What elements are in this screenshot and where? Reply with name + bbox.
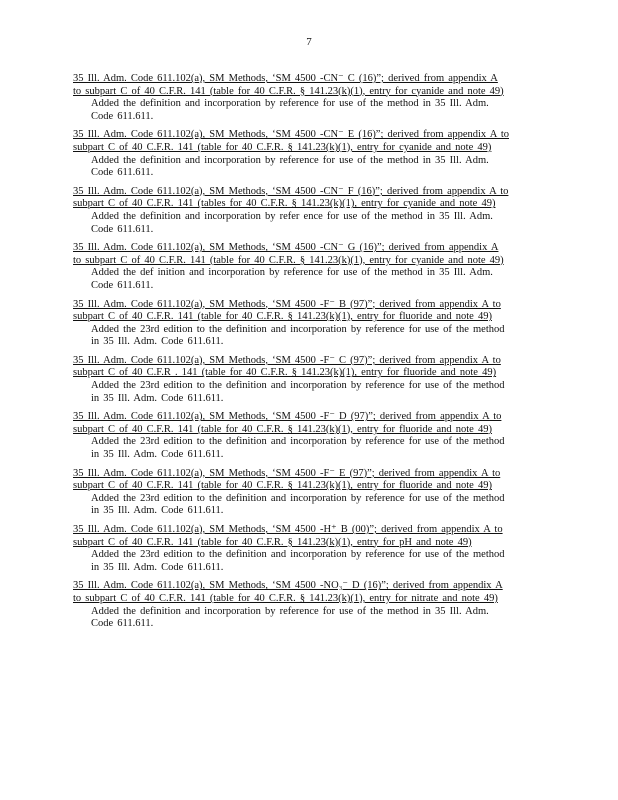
page-number: 7 — [306, 36, 312, 48]
entry-ph-b — [73, 524, 543, 574]
entry-citation-line: 35 Ill. Adm. Code 611.102(a), SM Methods, ‘SM 4500 -F⁻ C (97)”; derived from appendix A to — [73, 354, 501, 366]
entry-citation-line: 35 Ill. Adm. Code 611.102(a), SM Methods, ‘SM 4500 -CN⁻ E (16)”; derived from appendix A to — [73, 129, 509, 141]
entry-citation-line: 35 Ill. Adm. Code 611.102(a), SM Methods, ‘SM 4500 -H⁺ B (00)”; derived from appendix A to — [73, 524, 503, 535]
entry-citation-line: 35 Ill. Adm. Code 611.102(a), SM Methods, ‘SM 4500 -CN⁻ C (16)”; derived from appendix A — [73, 73, 498, 84]
entry-citation-line: subpart C of 40 C.F.R . 141 (table for 40 C.F.R. § 141.23(k)(1), entry for fluoride and note 49) — [73, 367, 497, 379]
entry-description-line: Code 611.611. — [91, 223, 154, 235]
entry-description-line: Code 611.611. — [91, 167, 154, 179]
entry-fluoride-e — [73, 468, 543, 518]
entry-description-line: Added the 23rd edition to the definition and incorporation by reference for use of the method — [91, 380, 505, 392]
entry-citation-line: to subpart C of 40 C.F.R. 141 (table for 40 C.F.R. § 141.23(k)(1), entry for nitrate and note 49) — [73, 592, 498, 604]
entry-description-line: Added the definition and incorporation by reference for use of the method in 35 Ill. Adm. — [91, 98, 489, 110]
entry-citation-line: subpart C of 40 C.F.R. 141 (table for 40 C.F.R. § 141.23(k)(1), entry for fluoride and note 49) — [73, 480, 492, 492]
entry-citation-line: 35 Ill. Adm. Code 611.102(a), SM Methods, ‘SM 4500 -CN⁻ G (16)”; derived from appendix A — [73, 242, 499, 254]
entry-fluoride-d — [73, 411, 543, 461]
entry-cyanide-e — [73, 129, 543, 179]
entry-citation-line: subpart C of 40 C.F.R. 141 (table for 40 C.F.R. § 141.23(k)(1), entry for pH and note 49) — [73, 536, 472, 548]
entry-description-line: Added the 23rd edition to the definition and incorporation by reference for use of the method — [91, 323, 505, 335]
entry-citation-line: 35 Ill. Adm. Code 611.102(a), SM Methods, ‘SM 4500 -NO₃⁻ D (16)”; derived from appendix A — [73, 580, 503, 592]
entry-description-line: in 35 Ill. Adm. Code 611.611. — [91, 336, 224, 348]
entry-cyanide-f — [73, 186, 543, 236]
entry-description-line: in 35 Ill. Adm. Code 611.611. — [91, 449, 224, 461]
entry-cyanide-c — [73, 73, 543, 123]
entry-description-line: Added the 23rd edition to the definition and incorporation by reference for use of the method — [91, 492, 505, 504]
entry-description-line: Added the def inition and incorporation by reference for use of the method in 35 Ill. Adm. — [91, 267, 493, 279]
entry-cyanide-g — [73, 242, 543, 292]
entry-citation-line: subpart C of 40 C.F.R. 141 (table for 40 C.F.R. § 141.23(k)(1), entry for cyanide and note 49) — [73, 141, 492, 153]
entry-citation-line: subpart C of 40 C.F.R. 141 (tables for 40 C.F.R. § 141.23(k)(1), entry for cyanide and note 49) — [73, 198, 496, 210]
entry-citation-line: 35 Ill. Adm. Code 611.102(a), SM Methods, ‘SM 4500 -F⁻ D (97)”; derived from appendix A to — [73, 411, 502, 423]
entry-description-line: in 35 Ill. Adm. Code 611.611. — [91, 392, 224, 404]
entry-description-line: Added the 23rd edition to the definition and incorporation by reference for use of the method — [91, 436, 505, 448]
entry-fluoride-b — [73, 299, 543, 349]
entry-description-line: Code 611.611. — [91, 279, 154, 291]
entry-description-line: Added the definition and incorporation by refer ence for use of the method in 35 Ill. Adm. — [91, 210, 493, 222]
entry-citation-line: to subpart C of 40 C.F.R. 141 (table for 40 C.F.R. § 141.23(k)(1), entry for cyanide and note 49) — [73, 85, 504, 97]
entry-description-line: Code 611.611. — [91, 110, 154, 122]
entry-citation-line: to subpart C of 40 C.F.R. 141 (table for 40 C.F.R. § 141.23(k)(1), entry for cyanide and note 49) — [73, 254, 504, 266]
entry-list — [73, 73, 543, 637]
entry-citation-line: 35 Ill. Adm. Code 611.102(a), SM Methods, ‘SM 4500 -F⁻ B (97)”; derived from appendix A to — [73, 298, 501, 310]
entry-citation-line: 35 Ill. Adm. Code 611.102(a), SM Methods, ‘SM 4500 -CN⁻ F (16)”; derived from appendix A to — [73, 185, 509, 197]
entry-fluoride-c — [73, 355, 543, 405]
entry-citation-line: 35 Ill. Adm. Code 611.102(a), SM Methods, ‘SM 4500 -F⁻ E (97)”; derived from appendix A to — [73, 467, 501, 479]
entry-citation-line: subpart C of 40 C.F.R. 141 (table for 40 C.F.R. § 141.23(k)(1), entry for fluoride and note 49) — [73, 423, 492, 435]
entry-citation-line: subpart C of 40 C.F.R. 141 (table for 40 C.F.R. § 141.23(k)(1), entry for fluoride and note 49) — [73, 311, 492, 323]
entry-description-line: in 35 Ill. Adm. Code 611.611. — [91, 561, 224, 573]
entry-description-line: Added the definition and incorporation by reference for use of the method in 35 Ill. Adm. — [91, 605, 489, 617]
entry-description-line: Code 611.611. — [91, 618, 154, 630]
entry-nitrate-d — [73, 580, 543, 630]
entry-description-line: Added the 23rd edition to the definition and incorporation by reference for use of the method — [91, 549, 505, 561]
entry-description-line: Added the definition and incorporation by reference for use of the method in 35 Ill. Adm. — [91, 154, 489, 166]
entry-description-line: in 35 Ill. Adm. Code 611.611. — [91, 505, 224, 517]
